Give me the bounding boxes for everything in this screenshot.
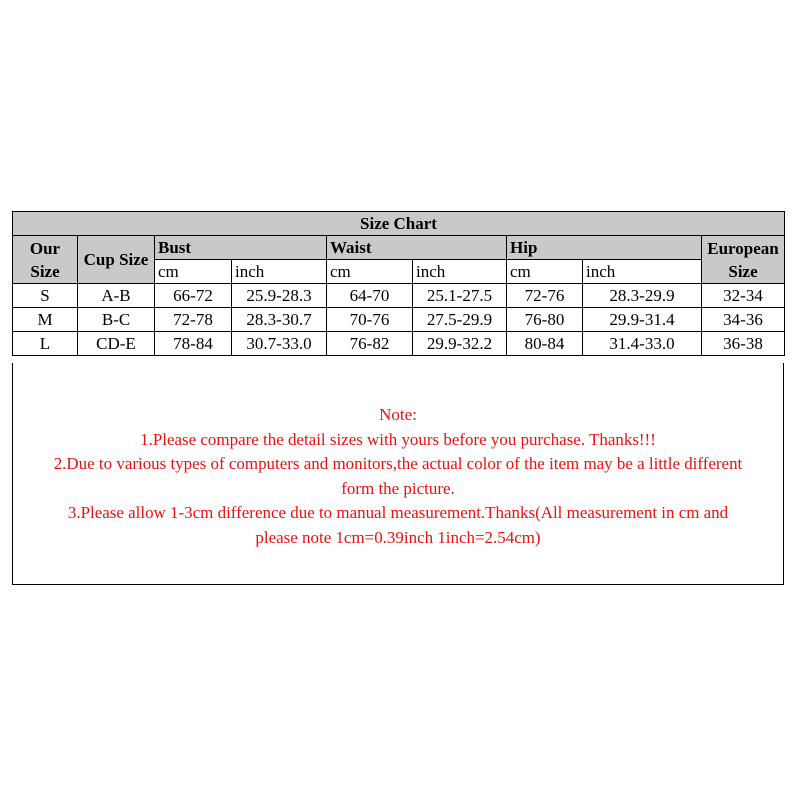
cell-cup: A-B xyxy=(78,284,155,308)
cell-bust-inch: 30.7-33.0 xyxy=(232,332,327,356)
note-line-1: 1.Please compare the detail sizes with yours before you purchase. Thanks!!! xyxy=(140,429,656,449)
note-text xyxy=(13,403,783,550)
cell-eu: 34-36 xyxy=(702,308,785,332)
cell-size: S xyxy=(13,284,78,308)
table-row xyxy=(13,332,785,356)
size-chart-table xyxy=(12,211,785,356)
header-bust: Bust xyxy=(155,236,327,260)
table-row xyxy=(13,308,785,332)
cell-eu: 36-38 xyxy=(702,332,785,356)
subheader-hip-inch: inch xyxy=(583,260,702,284)
header-european-line2: Size xyxy=(728,261,758,281)
cell-hip-inch: 31.4-33.0 xyxy=(583,332,702,356)
subheader-bust-cm: cm xyxy=(155,260,232,284)
cell-bust-cm: 66-72 xyxy=(155,284,232,308)
cell-waist-inch: 27.5-29.9 xyxy=(413,308,507,332)
cell-eu: 32-34 xyxy=(702,284,785,308)
table-title-row xyxy=(13,212,785,236)
header-our-size xyxy=(13,236,78,284)
size-chart xyxy=(12,211,784,356)
cell-bust-inch: 25.9-28.3 xyxy=(232,284,327,308)
cell-hip-inch: 29.9-31.4 xyxy=(583,308,702,332)
note-box xyxy=(12,363,784,585)
subheader-waist-cm: cm xyxy=(327,260,413,284)
header-cup-size: Cup Size xyxy=(78,236,155,284)
cell-waist-cm: 76-82 xyxy=(327,332,413,356)
cell-hip-cm: 76-80 xyxy=(507,308,583,332)
subheader-bust-inch: inch xyxy=(232,260,327,284)
note-line-2b: form the picture. xyxy=(341,478,455,498)
table-row xyxy=(13,284,785,308)
cell-bust-cm: 72-78 xyxy=(155,308,232,332)
note-line-3b: please note 1cm=0.39inch 1inch=2.54cm) xyxy=(255,527,541,547)
table-title: Size Chart xyxy=(13,212,785,236)
note-line-2a: 2.Due to various types of computers and monitors,the actual color of the item may be a little different xyxy=(53,454,743,473)
header-hip: Hip xyxy=(507,236,702,260)
subheader-waist-inch: inch xyxy=(413,260,507,284)
header-row-1 xyxy=(13,236,785,260)
cell-hip-inch: 28.3-29.9 xyxy=(583,284,702,308)
cell-cup: CD-E xyxy=(78,332,155,356)
note-line-3a: 3.Please allow 1-3cm difference due to manual measurement.Thanks(All measurement in cm and xyxy=(67,503,729,522)
header-our-size-line1: Our xyxy=(29,238,61,258)
cell-waist-cm: 70-76 xyxy=(327,308,413,332)
header-european-size xyxy=(702,236,785,284)
note-heading: Note: xyxy=(379,405,417,424)
cell-waist-inch: 29.9-32.2 xyxy=(413,332,507,356)
cell-waist-cm: 64-70 xyxy=(327,284,413,308)
cell-hip-cm: 72-76 xyxy=(507,284,583,308)
cell-size: L xyxy=(13,332,78,356)
cell-bust-inch: 28.3-30.7 xyxy=(232,308,327,332)
cell-hip-cm: 80-84 xyxy=(507,332,583,356)
cell-cup: B-C xyxy=(78,308,155,332)
cell-bust-cm: 78-84 xyxy=(155,332,232,356)
header-our-size-line2: Size xyxy=(30,261,60,281)
header-waist: Waist xyxy=(327,236,507,260)
cell-size: M xyxy=(13,308,78,332)
subheader-hip-cm: cm xyxy=(507,260,583,284)
cell-waist-inch: 25.1-27.5 xyxy=(413,284,507,308)
header-european-line1: European xyxy=(707,238,779,258)
